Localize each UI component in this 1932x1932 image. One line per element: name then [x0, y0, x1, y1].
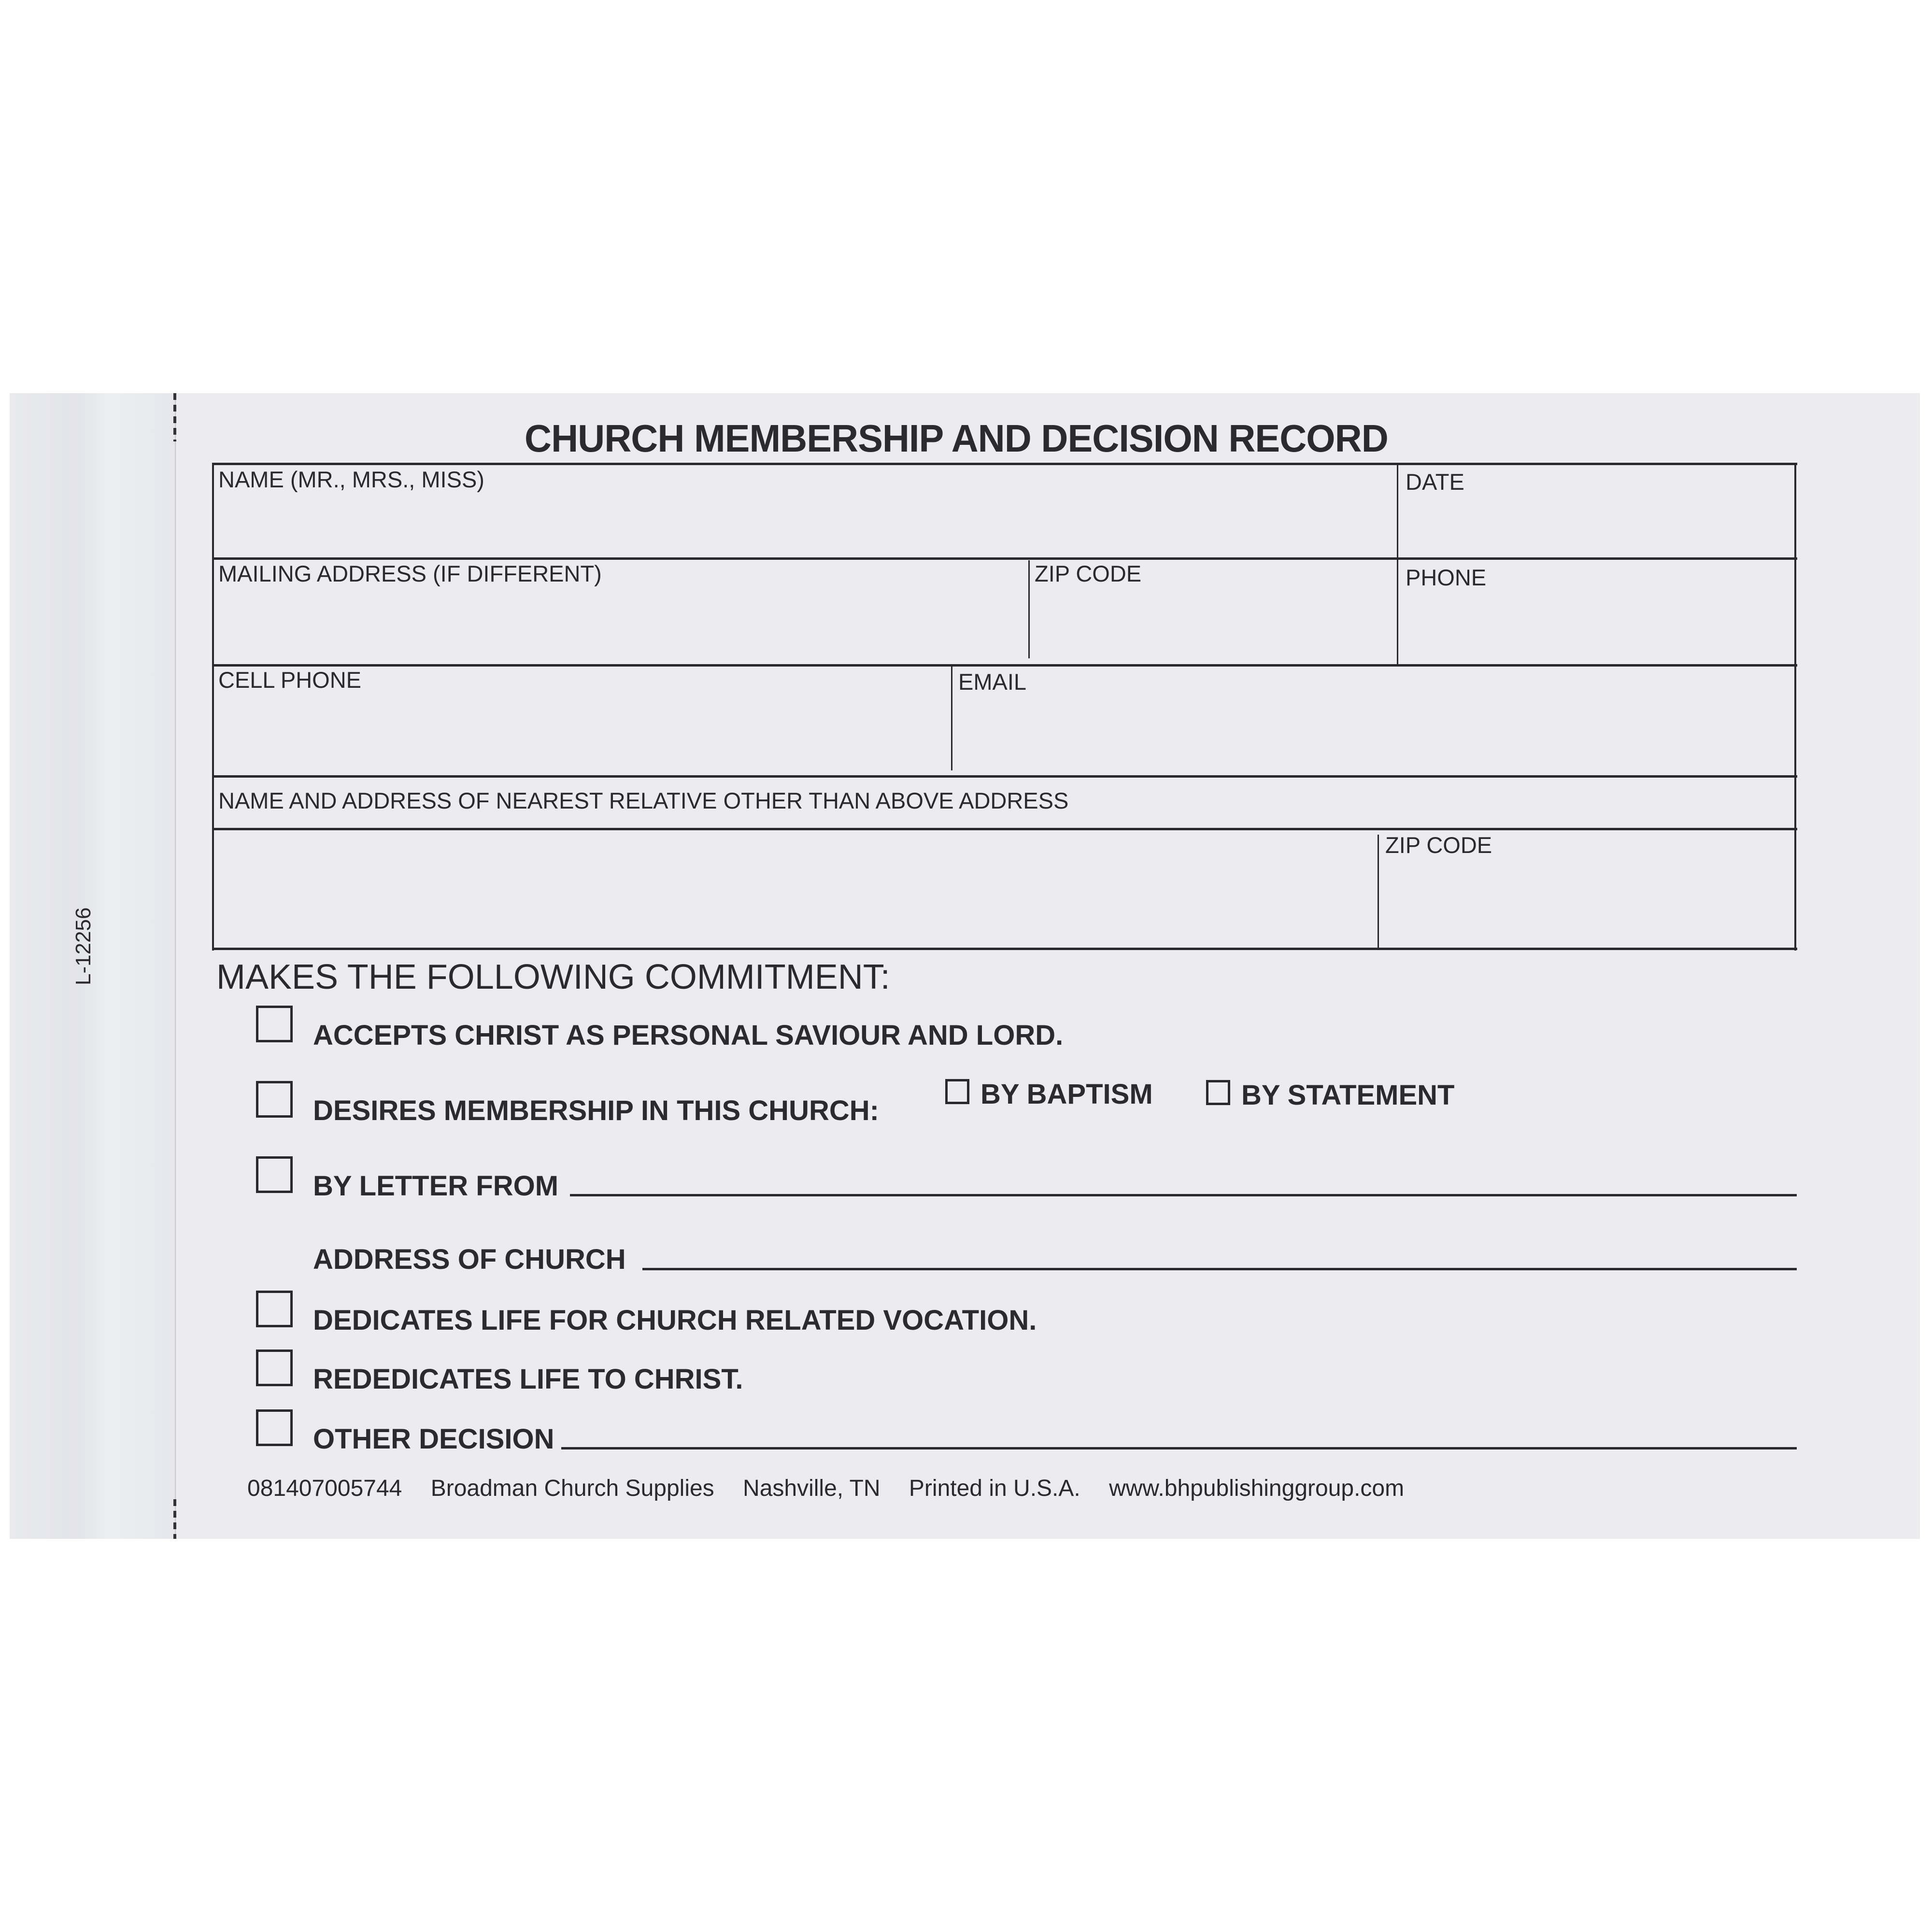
date-field[interactable]: DATE [1406, 469, 1464, 495]
footer-printed: Printed in U.S.A. [909, 1476, 1080, 1501]
table-border-bottom [212, 948, 1797, 950]
zip-code-field[interactable]: ZIP CODE [1035, 561, 1142, 586]
name-field[interactable]: NAME (MR., MRS., MISS) [218, 467, 484, 492]
footer-website[interactable]: www.bhpublishinggroup.com [1109, 1476, 1405, 1501]
footer-publisher: Broadman Church Supplies [430, 1476, 714, 1501]
row-divider-3 [212, 775, 1797, 778]
table-border-right [1794, 463, 1796, 951]
other-decision-input-line[interactable] [561, 1447, 1797, 1449]
row-divider-2 [212, 664, 1797, 667]
email-field[interactable]: EMAIL [958, 669, 1027, 695]
desires-membership-label: DESIRES MEMBERSHIP IN THIS CHURCH: [313, 1095, 879, 1126]
by-letter-input-line[interactable] [570, 1194, 1797, 1196]
col-divider-zip [1028, 560, 1030, 658]
stub-code: L-12256 [71, 907, 95, 985]
row-divider-1 [212, 557, 1797, 560]
other-decision-label: OTHER DECISION [313, 1423, 554, 1455]
footer-product-code: 081407005744 [247, 1476, 402, 1501]
address-of-church-input-line[interactable] [642, 1268, 1797, 1270]
footer [247, 1475, 1426, 1502]
by-statement-label: BY STATEMENT [1241, 1080, 1455, 1111]
other-decision-checkbox[interactable] [256, 1409, 293, 1446]
by-baptism-label: BY BAPTISM [980, 1079, 1153, 1110]
mailing-address-field[interactable]: MAILING ADDRESS (IF DIFFERENT) [218, 561, 602, 586]
table-border-left [212, 463, 214, 951]
perforation-line [175, 393, 176, 1539]
col-divider-email [951, 667, 952, 770]
dedicates-life-checkbox[interactable] [256, 1291, 293, 1327]
rededicates-life-checkbox[interactable] [256, 1350, 293, 1386]
relative-zip-code-field[interactable]: ZIP CODE [1385, 832, 1492, 858]
accepts-christ-checkbox[interactable] [256, 1006, 293, 1042]
desires-membership-checkbox[interactable] [256, 1081, 293, 1118]
commitment-heading: MAKES THE FOLLOWING COMMITMENT: [216, 958, 890, 996]
dedicates-life-label: DEDICATES LIFE FOR CHURCH RELATED VOCATION. [313, 1305, 1037, 1336]
address-of-church-label: ADDRESS OF CHURCH [313, 1244, 626, 1275]
by-statement-checkbox[interactable] [1206, 1080, 1230, 1105]
footer-location: Nashville, TN [743, 1476, 881, 1501]
form-title: CHURCH MEMBERSHIP AND DECISION RECORD [525, 417, 1388, 460]
by-letter-checkbox[interactable] [256, 1156, 293, 1193]
by-baptism-checkbox[interactable] [945, 1079, 969, 1104]
nearest-relative-field[interactable]: NAME AND ADDRESS OF NEAREST RELATIVE OTHER THAN ABOVE ADDRESS [218, 788, 1069, 813]
col-divider-relative-zip [1378, 835, 1379, 948]
rededicates-life-label: REDEDICATES LIFE TO CHRIST. [313, 1364, 743, 1395]
row-divider-4 [212, 828, 1797, 830]
accepts-christ-label: ACCEPTS CHRIST AS PERSONAL SAVIOUR AND LORD. [313, 1020, 1064, 1051]
cell-phone-field[interactable]: CELL PHONE [218, 667, 362, 693]
perforation-dash-bottom [173, 1499, 176, 1539]
table-border-top [212, 463, 1797, 465]
perforation-dash-top [173, 393, 176, 441]
by-letter-label: BY LETTER FROM [313, 1170, 559, 1202]
phone-field[interactable]: PHONE [1406, 565, 1487, 590]
col-divider-date [1397, 463, 1398, 664]
